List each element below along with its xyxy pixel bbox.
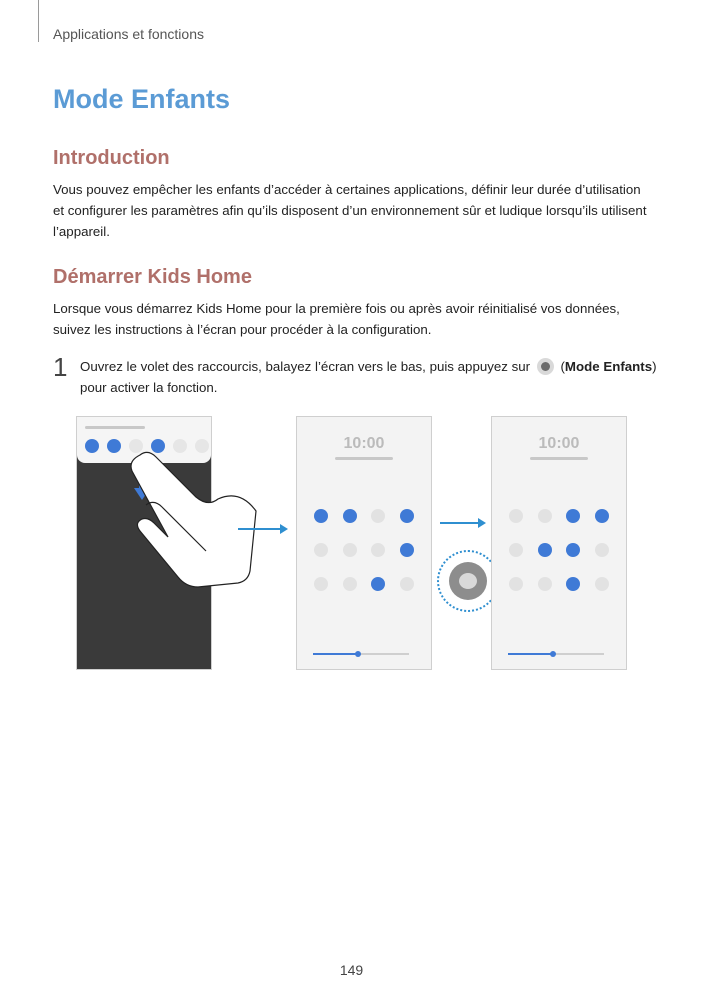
tile	[538, 509, 552, 523]
tile	[400, 543, 414, 557]
tile	[566, 509, 580, 523]
tile	[371, 509, 385, 523]
date-line	[530, 457, 588, 460]
clock: 10:00	[538, 435, 580, 452]
page-number: 149	[339, 962, 364, 978]
tile-grid	[307, 509, 421, 591]
tile	[509, 543, 523, 557]
tile-grid	[502, 509, 616, 591]
start-text: Lorsque vous démarrez Kids Home pour la première fois ou après avoir réinitialisé vos données, suivez les instructions à l’écran pour procéder à la configuration.	[53, 301, 620, 337]
tile	[595, 509, 609, 523]
step-number: 1	[53, 352, 68, 382]
tile	[538, 577, 552, 591]
step-text: Ouvrez le volet des raccourcis, balayez l’écran vers le bas, puis appuyez sur (Mode Enfants) pour activer la fonction.	[80, 359, 657, 395]
brightness-slider	[508, 653, 604, 655]
tile	[371, 543, 385, 557]
tile	[595, 577, 609, 591]
date-line	[335, 457, 393, 460]
tile	[566, 577, 580, 591]
step-bold-label: Mode Enfants	[564, 359, 653, 374]
step-text-before: Ouvrez le volet des raccourcis, balayez l’écran vers le bas, puis appuyez sur	[80, 359, 531, 374]
tile	[314, 577, 328, 591]
tile	[538, 543, 552, 557]
tile	[343, 509, 357, 523]
section-header: Applications et fonctions	[53, 26, 204, 42]
tile	[314, 543, 328, 557]
tile	[343, 577, 357, 591]
start-heading: Démarrer Kids Home	[53, 266, 252, 288]
introduction-heading: Introduction	[53, 147, 170, 169]
kids-mode-icon	[449, 562, 487, 600]
phone-screen-kids-tile	[491, 416, 627, 670]
clock: 10:00	[343, 435, 385, 452]
tile	[400, 509, 414, 523]
tile	[314, 509, 328, 523]
introduction-text: Vous pouvez empêcher les enfants d’accéder à certaines applications, définir leur durée d’utilisation et configurer les paramètres afin qu’ils disposent d’un environnement sûr et ludique lorsqu’ils utilisent l’appareil.	[53, 182, 647, 239]
arrow-right-icon	[238, 528, 286, 530]
brightness-slider	[313, 653, 409, 655]
page-title: Mode Enfants	[53, 84, 231, 114]
tile	[371, 577, 385, 591]
tile	[509, 577, 523, 591]
tile	[566, 543, 580, 557]
step-text-after: pour activer la fonction.	[80, 380, 218, 395]
tile	[400, 577, 414, 591]
arrow-right-icon	[440, 522, 484, 524]
phone-screen-quick-settings	[296, 416, 432, 670]
tile	[509, 509, 523, 523]
tile	[343, 543, 357, 557]
tile	[595, 543, 609, 557]
zoom-callout	[437, 550, 499, 612]
